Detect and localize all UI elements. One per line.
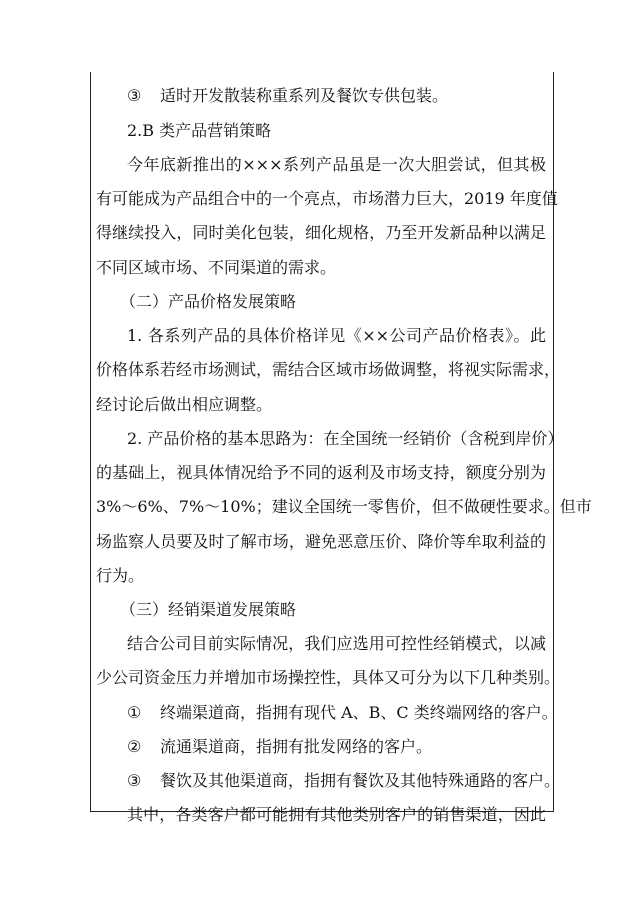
paragraph-line: 今年底新推出的×××系列产品虽是一次大胆尝试，但其极: [127, 155, 546, 174]
paragraph-line: 其中，各类客户都可能拥有其他类别客户的销售渠道，因此: [127, 805, 546, 824]
paragraph-line: 价格体系若经市场测试，需结合区域市场做调整，将视实际需求，: [96, 360, 561, 379]
list-marker: ①: [127, 703, 142, 722]
paragraph-line: 少公司资金压力并增加市场操控性，具体又可分为以下几种类别。: [96, 668, 561, 687]
section-heading: （二）产品价格发展策略: [120, 292, 297, 311]
list-item-text: 适时开发散装称重系列及餐饮专供包装。: [160, 86, 449, 105]
paragraph-line: 3%～6%、7%～10%；建议全国统一零售价，但不做硬性要求。但市: [96, 497, 592, 516]
paragraph-line: 不同区域市场、不同渠道的需求。: [96, 258, 337, 277]
list-item-text: 流通渠道商，指拥有批发网络的客户。: [160, 737, 433, 756]
paragraph-line: 有可能成为产品组合中的一个亮点，市场潜力巨大，2019 年度值: [96, 189, 558, 208]
section-heading: 2.B 类产品营销策略: [127, 121, 272, 140]
list-marker: ②: [127, 737, 142, 756]
paragraph-line: 经讨论后做出相应调整。: [96, 395, 273, 414]
paragraph-line: 场监察人员要及时了解市场，避免恶意压价、降价等牟取利益的: [96, 532, 546, 551]
paragraph-line: 结合公司目前实际情况，我们应选用可控性经销模式，以减: [127, 634, 546, 653]
list-item-text: 终端渠道商，指拥有现代 A、B、C 类终端网络的客户。: [160, 703, 558, 722]
paragraph-line: 得继续投入，同时美化包装，细化规格，乃至开发新品种以满足: [96, 223, 546, 242]
list-marker: ③: [127, 86, 142, 105]
paragraph-line: 2. 产品价格的基本思路为：在全国统一经销价（含税到岸价）: [127, 429, 564, 448]
list-marker: ③: [127, 771, 142, 790]
list-item-text: 餐饮及其他渠道商，指拥有餐饮及其他特殊通路的客户。: [160, 771, 561, 790]
section-heading: （三）经销渠道发展策略: [120, 600, 297, 619]
paragraph-line: 1. 各系列产品的具体价格详见《××公司产品价格表》。此: [127, 326, 546, 345]
paragraph-line: 行为。: [96, 566, 145, 585]
paragraph-line: 的基础上，视具体情况给予不同的返利及市场支持，额度分别为: [96, 463, 546, 482]
